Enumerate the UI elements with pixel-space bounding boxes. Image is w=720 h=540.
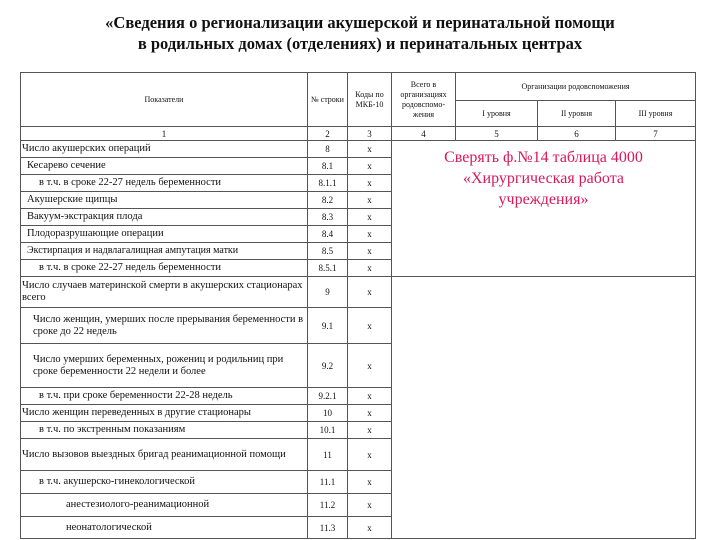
row-number: 11.2 [308,494,348,517]
row-number: 10 [308,405,348,422]
title-line-2: в родильных домах (отделениях) и перинатальных центрах [137,34,583,53]
row-code: х [348,388,392,405]
row-label: Число женщин, умерших после прерывания беременности в сроке до 22 недель [21,308,308,344]
row-label: Число случаев материнской смерти в акушерских стационарах всего [21,277,308,308]
row-code: х [348,494,392,517]
row-number: 8.5 [308,243,348,260]
row-label: Кесарево сечение [21,158,308,175]
row-code: х [348,209,392,226]
row-label: Число вызовов выездных бригад реанимационной помощи [21,439,308,471]
note-line-1: Сверять ф.№14 таблица 4000 [444,149,643,166]
header-level-1: I уровня [456,101,538,127]
regionalization-table [20,72,696,539]
row-code: х [348,439,392,471]
row-number: 11 [308,439,348,471]
row-label: анестезиолого-реанимационной [21,494,308,517]
row-number: 9.2.1 [308,388,348,405]
note-line-3: учреждения» [498,191,589,208]
row-label: Число акушерских операций [21,141,308,158]
row-code: х [348,243,392,260]
col-number: 3 [348,127,392,141]
row-number: 9.1 [308,308,348,344]
col-number: 5 [456,127,538,141]
col-number: 6 [538,127,616,141]
row-code: х [348,192,392,209]
header-level-2: II уровня [538,101,616,127]
note-line-2: «Хирургическая работа [463,170,624,187]
row-label: в т.ч. акушерско-гинекологической [21,471,308,494]
row-label: неонатологической [21,517,308,539]
row-code: х [348,308,392,344]
row-label: Вакуум-экстракция плода [21,209,308,226]
row-number: 8 [308,141,348,158]
empty-data-area [392,277,696,539]
row-label: в т.ч. при сроке беременности 22-28 недель [21,388,308,405]
row-number: 8.4 [308,226,348,243]
row-code: х [348,158,392,175]
row-number: 9.2 [308,344,348,388]
row-number: 8.3 [308,209,348,226]
col-number: 7 [616,127,696,141]
row-code: х [348,517,392,539]
row-code: х [348,226,392,243]
row-number: 8.1.1 [308,175,348,192]
document-title [30,12,690,54]
row-number: 10.1 [308,422,348,439]
row-label: в т.ч. в сроке 22-27 недель беременности [21,175,308,192]
row-code: х [348,260,392,277]
col-number: 2 [308,127,348,141]
row-code: х [348,141,392,158]
col-number: 1 [21,127,308,141]
header-total: Всего в организациях родовспомо-жения [392,73,456,127]
header-level-3: III уровня [616,101,696,127]
row-label: Плодоразрушающие операции [21,226,308,243]
row-label: в т.ч. по экстренным показаниям [21,422,308,439]
row-number: 9 [308,277,348,308]
row-code: х [348,344,392,388]
row-label: Число женщин переведенных в другие стационары [21,405,308,422]
header-codes: Коды по МКБ-10 [348,73,392,127]
row-number: 11.3 [308,517,348,539]
header-row-number: № строки [308,73,348,127]
row-number: 8.1 [308,158,348,175]
row-label: Экстирпация и надвлагалищная ампутация матки [21,243,308,260]
row-label: в т.ч. в сроке 22-27 недель беременности [21,260,308,277]
row-code: х [348,422,392,439]
title-line-1: «Сведения о регионализации акушерской и перинатальной помощи [105,13,615,32]
table-row [21,277,696,308]
row-code: х [348,405,392,422]
row-number: 11.1 [308,471,348,494]
reconciliation-note [392,141,696,277]
col-number: 4 [392,127,456,141]
row-number: 8.5.1 [308,260,348,277]
row-number: 8.2 [308,192,348,209]
row-code: х [348,277,392,308]
header-indicators: Показатели [21,73,308,127]
row-code: х [348,471,392,494]
row-label: Число умерших беременных, рожениц и родильниц при сроке беременности 22 недели и более [21,344,308,388]
header-org-levels: Организации родовспоможения [456,73,696,101]
row-code: х [348,175,392,192]
row-label: Акушерские щипцы [21,192,308,209]
table-row [21,141,696,158]
